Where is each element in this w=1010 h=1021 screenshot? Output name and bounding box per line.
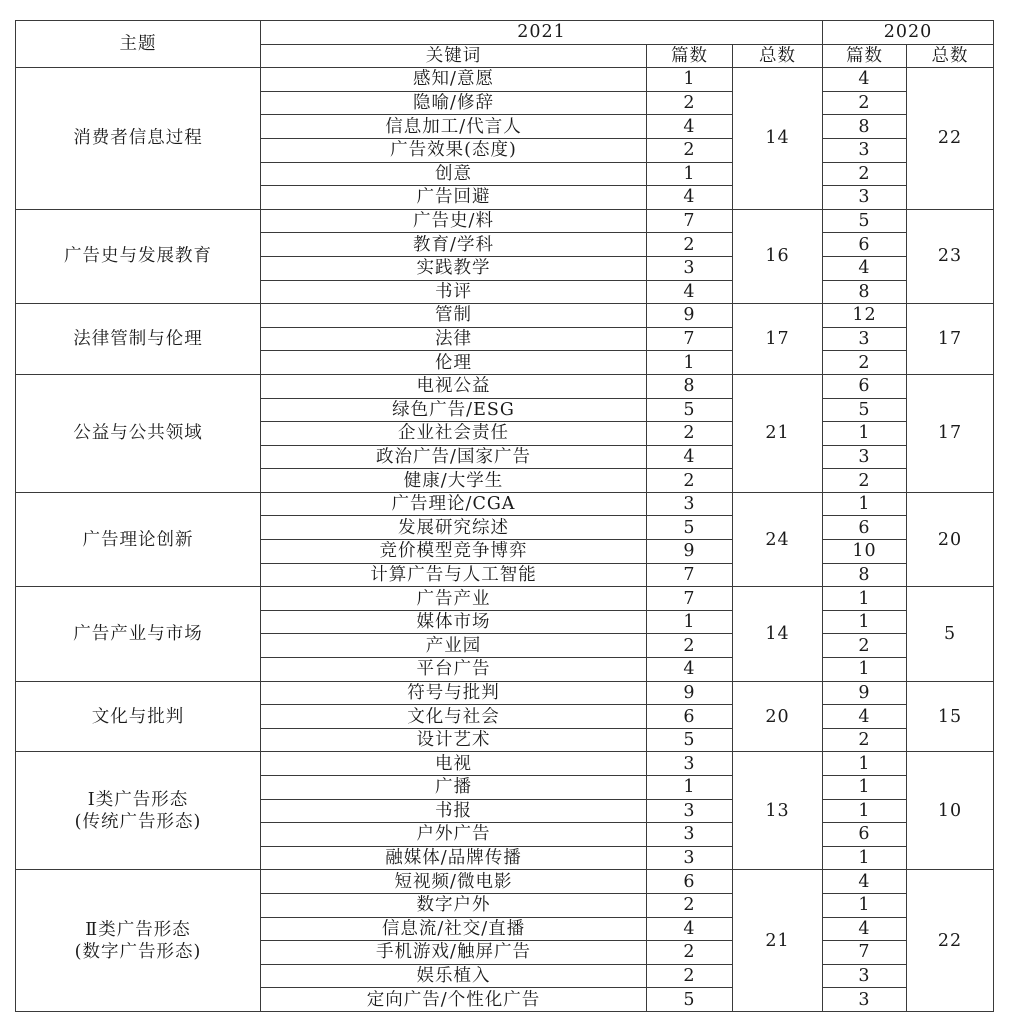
topic-label: 广告理论创新 [82, 529, 194, 550]
table-row [16, 304, 994, 328]
topic-label: 文化与批判 [91, 706, 185, 727]
total-2021-cell: 14 [733, 587, 823, 681]
keyword-table-container [15, 20, 994, 1012]
total-2021-cell: 13 [733, 752, 823, 870]
count-2020-cell: 4 [823, 705, 907, 729]
keyword-cell: 书报 [261, 799, 647, 823]
keyword-cell: 手机游戏/触屏广告 [261, 941, 647, 965]
keyword-cell: 短视频/微电影 [261, 870, 647, 894]
topic-label: (传统广告形态) [74, 811, 202, 832]
topic-cell [16, 209, 261, 303]
count-2020-cell: 9 [823, 681, 907, 705]
count-2020-cell: 7 [823, 941, 907, 965]
keyword-cell: 平台广告 [261, 658, 647, 682]
table-row [16, 752, 994, 776]
topic-label: (数字广告形态) [74, 941, 202, 962]
count-2021-cell: 2 [647, 634, 733, 658]
keyword-cell: 书评 [261, 280, 647, 304]
count-2021-cell: 9 [647, 681, 733, 705]
total-2021-cell: 14 [733, 68, 823, 210]
total-2020-cell: 15 [907, 681, 994, 752]
total-2021-cell: 21 [733, 870, 823, 1012]
count-2020-cell: 12 [823, 304, 907, 328]
topic-cell [16, 68, 261, 210]
count-2021-cell: 3 [647, 752, 733, 776]
count-2021-cell: 1 [647, 776, 733, 800]
total-2020-cell: 20 [907, 492, 994, 586]
header-total-2020: 总数 [907, 44, 994, 68]
count-2021-cell: 3 [647, 823, 733, 847]
topic-label: 消费者信息过程 [73, 128, 203, 149]
count-2020-cell: 3 [823, 138, 907, 162]
count-2021-cell: 4 [647, 280, 733, 304]
header-count-2021: 篇数 [647, 44, 733, 68]
keyword-cell: 计算广告与人工智能 [261, 563, 647, 587]
count-2020-cell: 1 [823, 422, 907, 446]
table-row [16, 68, 994, 92]
keyword-cell: 政治广告/国家广告 [261, 445, 647, 469]
count-2021-cell: 8 [647, 374, 733, 398]
keyword-cell: 娱乐植入 [261, 964, 647, 988]
count-2021-cell: 1 [647, 351, 733, 375]
keyword-cell: 企业社会责任 [261, 422, 647, 446]
count-2020-cell: 1 [823, 893, 907, 917]
count-2021-cell: 1 [647, 610, 733, 634]
count-2021-cell: 3 [647, 256, 733, 280]
topic-cell [16, 492, 261, 586]
keyword-cell: 广告史/料 [261, 209, 647, 233]
count-2020-cell: 5 [823, 398, 907, 422]
keyword-cell: 数字户外 [261, 893, 647, 917]
keyword-statistics-table [15, 20, 994, 1012]
keyword-cell: 信息流/社交/直播 [261, 917, 647, 941]
count-2021-cell: 3 [647, 846, 733, 870]
count-2021-cell: 2 [647, 138, 733, 162]
keyword-cell: 信息加工/代言人 [261, 115, 647, 139]
count-2021-cell: 4 [647, 445, 733, 469]
count-2020-cell: 1 [823, 658, 907, 682]
topic-cell [16, 681, 261, 752]
topic-label: 法律管制与伦理 [73, 329, 203, 350]
keyword-cell: 广告理论/CGA [261, 492, 647, 516]
count-2020-cell: 2 [823, 469, 907, 493]
count-2020-cell: 8 [823, 563, 907, 587]
topic-cell [16, 870, 261, 1012]
count-2021-cell: 2 [647, 91, 733, 115]
count-2020-cell: 6 [823, 374, 907, 398]
count-2021-cell: 3 [647, 492, 733, 516]
keyword-cell: 电视 [261, 752, 647, 776]
count-2020-cell: 4 [823, 870, 907, 894]
keyword-cell: 广告产业 [261, 587, 647, 611]
count-2021-cell: 1 [647, 68, 733, 92]
keyword-cell: 健康/大学生 [261, 469, 647, 493]
count-2020-cell: 1 [823, 752, 907, 776]
count-2020-cell: 4 [823, 68, 907, 92]
count-2021-cell: 9 [647, 540, 733, 564]
count-2020-cell: 2 [823, 634, 907, 658]
count-2021-cell: 5 [647, 988, 733, 1012]
count-2021-cell: 2 [647, 422, 733, 446]
count-2020-cell: 4 [823, 917, 907, 941]
keyword-cell: 融媒体/品牌传播 [261, 846, 647, 870]
count-2021-cell: 6 [647, 705, 733, 729]
count-2020-cell: 2 [823, 728, 907, 752]
keyword-cell: 符号与批判 [261, 681, 647, 705]
keyword-cell: 创意 [261, 162, 647, 186]
count-2020-cell: 1 [823, 610, 907, 634]
keyword-cell: 设计艺术 [261, 728, 647, 752]
keyword-cell: 绿色广告/ESG [261, 398, 647, 422]
table-row [16, 587, 994, 611]
count-2020-cell: 1 [823, 587, 907, 611]
count-2021-cell: 7 [647, 209, 733, 233]
count-2020-cell: 3 [823, 186, 907, 210]
count-2021-cell: 7 [647, 587, 733, 611]
total-2021-cell: 16 [733, 209, 823, 303]
topic-label: Ⅱ类广告形态 [85, 919, 191, 940]
count-2021-cell: 4 [647, 917, 733, 941]
count-2020-cell: 3 [823, 964, 907, 988]
total-2020-cell: 17 [907, 304, 994, 375]
count-2020-cell: 1 [823, 776, 907, 800]
keyword-cell: 发展研究综述 [261, 516, 647, 540]
header-row-years [16, 21, 994, 45]
count-2021-cell: 5 [647, 728, 733, 752]
keyword-cell: 管制 [261, 304, 647, 328]
count-2020-cell: 2 [823, 162, 907, 186]
total-2020-cell: 23 [907, 209, 994, 303]
keyword-cell: 定向广告/个性化广告 [261, 988, 647, 1012]
header-keyword: 关键词 [261, 44, 647, 68]
count-2020-cell: 10 [823, 540, 907, 564]
count-2020-cell: 6 [823, 233, 907, 257]
topic-label: 公益与公共领域 [73, 423, 203, 444]
topic-label: 广告史与发展教育 [64, 246, 212, 267]
total-2021-cell: 20 [733, 681, 823, 752]
header-year-2021: 2021 [261, 21, 823, 45]
count-2020-cell: 5 [823, 209, 907, 233]
keyword-cell: 文化与社会 [261, 705, 647, 729]
keyword-cell: 广播 [261, 776, 647, 800]
count-2021-cell: 2 [647, 964, 733, 988]
topic-cell [16, 587, 261, 681]
keyword-cell: 感知/意愿 [261, 68, 647, 92]
keyword-cell: 伦理 [261, 351, 647, 375]
header-year-2020: 2020 [823, 21, 994, 45]
count-2021-cell: 5 [647, 516, 733, 540]
total-2021-cell: 24 [733, 492, 823, 586]
keyword-cell: 广告回避 [261, 186, 647, 210]
count-2021-cell: 4 [647, 115, 733, 139]
count-2021-cell: 9 [647, 304, 733, 328]
keyword-cell: 媒体市场 [261, 610, 647, 634]
topic-cell [16, 374, 261, 492]
keyword-cell: 广告效果(态度) [261, 138, 647, 162]
table-row [16, 681, 994, 705]
total-2020-cell: 5 [907, 587, 994, 681]
count-2021-cell: 4 [647, 658, 733, 682]
count-2021-cell: 7 [647, 563, 733, 587]
table-row [16, 870, 994, 894]
keyword-cell: 产业园 [261, 634, 647, 658]
table-row [16, 492, 994, 516]
table-body [16, 68, 994, 1012]
header-count-2020: 篇数 [823, 44, 907, 68]
count-2021-cell: 2 [647, 233, 733, 257]
count-2021-cell: 2 [647, 893, 733, 917]
topic-label: 广告产业与市场 [73, 623, 203, 644]
keyword-cell: 实践教学 [261, 256, 647, 280]
total-2020-cell: 22 [907, 870, 994, 1012]
table-row [16, 209, 994, 233]
count-2020-cell: 3 [823, 988, 907, 1012]
count-2020-cell: 3 [823, 327, 907, 351]
count-2020-cell: 1 [823, 846, 907, 870]
topic-label: Ⅰ类广告形态 [87, 789, 189, 810]
total-2020-cell: 22 [907, 68, 994, 210]
keyword-cell: 隐喻/修辞 [261, 91, 647, 115]
topic-cell [16, 304, 261, 375]
count-2021-cell: 7 [647, 327, 733, 351]
table-row [16, 374, 994, 398]
count-2021-cell: 1 [647, 162, 733, 186]
count-2021-cell: 2 [647, 941, 733, 965]
count-2020-cell: 8 [823, 115, 907, 139]
count-2020-cell: 2 [823, 91, 907, 115]
count-2021-cell: 6 [647, 870, 733, 894]
total-2021-cell: 17 [733, 304, 823, 375]
count-2021-cell: 2 [647, 469, 733, 493]
total-2020-cell: 17 [907, 374, 994, 492]
total-2021-cell: 21 [733, 374, 823, 492]
total-2020-cell: 10 [907, 752, 994, 870]
count-2020-cell: 6 [823, 516, 907, 540]
count-2020-cell: 8 [823, 280, 907, 304]
count-2020-cell: 2 [823, 351, 907, 375]
count-2020-cell: 4 [823, 256, 907, 280]
keyword-cell: 法律 [261, 327, 647, 351]
count-2020-cell: 3 [823, 445, 907, 469]
count-2021-cell: 3 [647, 799, 733, 823]
count-2020-cell: 6 [823, 823, 907, 847]
header-total-2021: 总数 [733, 44, 823, 68]
count-2021-cell: 4 [647, 186, 733, 210]
count-2021-cell: 5 [647, 398, 733, 422]
count-2020-cell: 1 [823, 799, 907, 823]
count-2020-cell: 1 [823, 492, 907, 516]
keyword-cell: 电视公益 [261, 374, 647, 398]
keyword-cell: 竞价模型竞争博弈 [261, 540, 647, 564]
topic-cell [16, 752, 261, 870]
header-topic: 主题 [16, 21, 261, 68]
keyword-cell: 户外广告 [261, 823, 647, 847]
keyword-cell: 教育/学科 [261, 233, 647, 257]
